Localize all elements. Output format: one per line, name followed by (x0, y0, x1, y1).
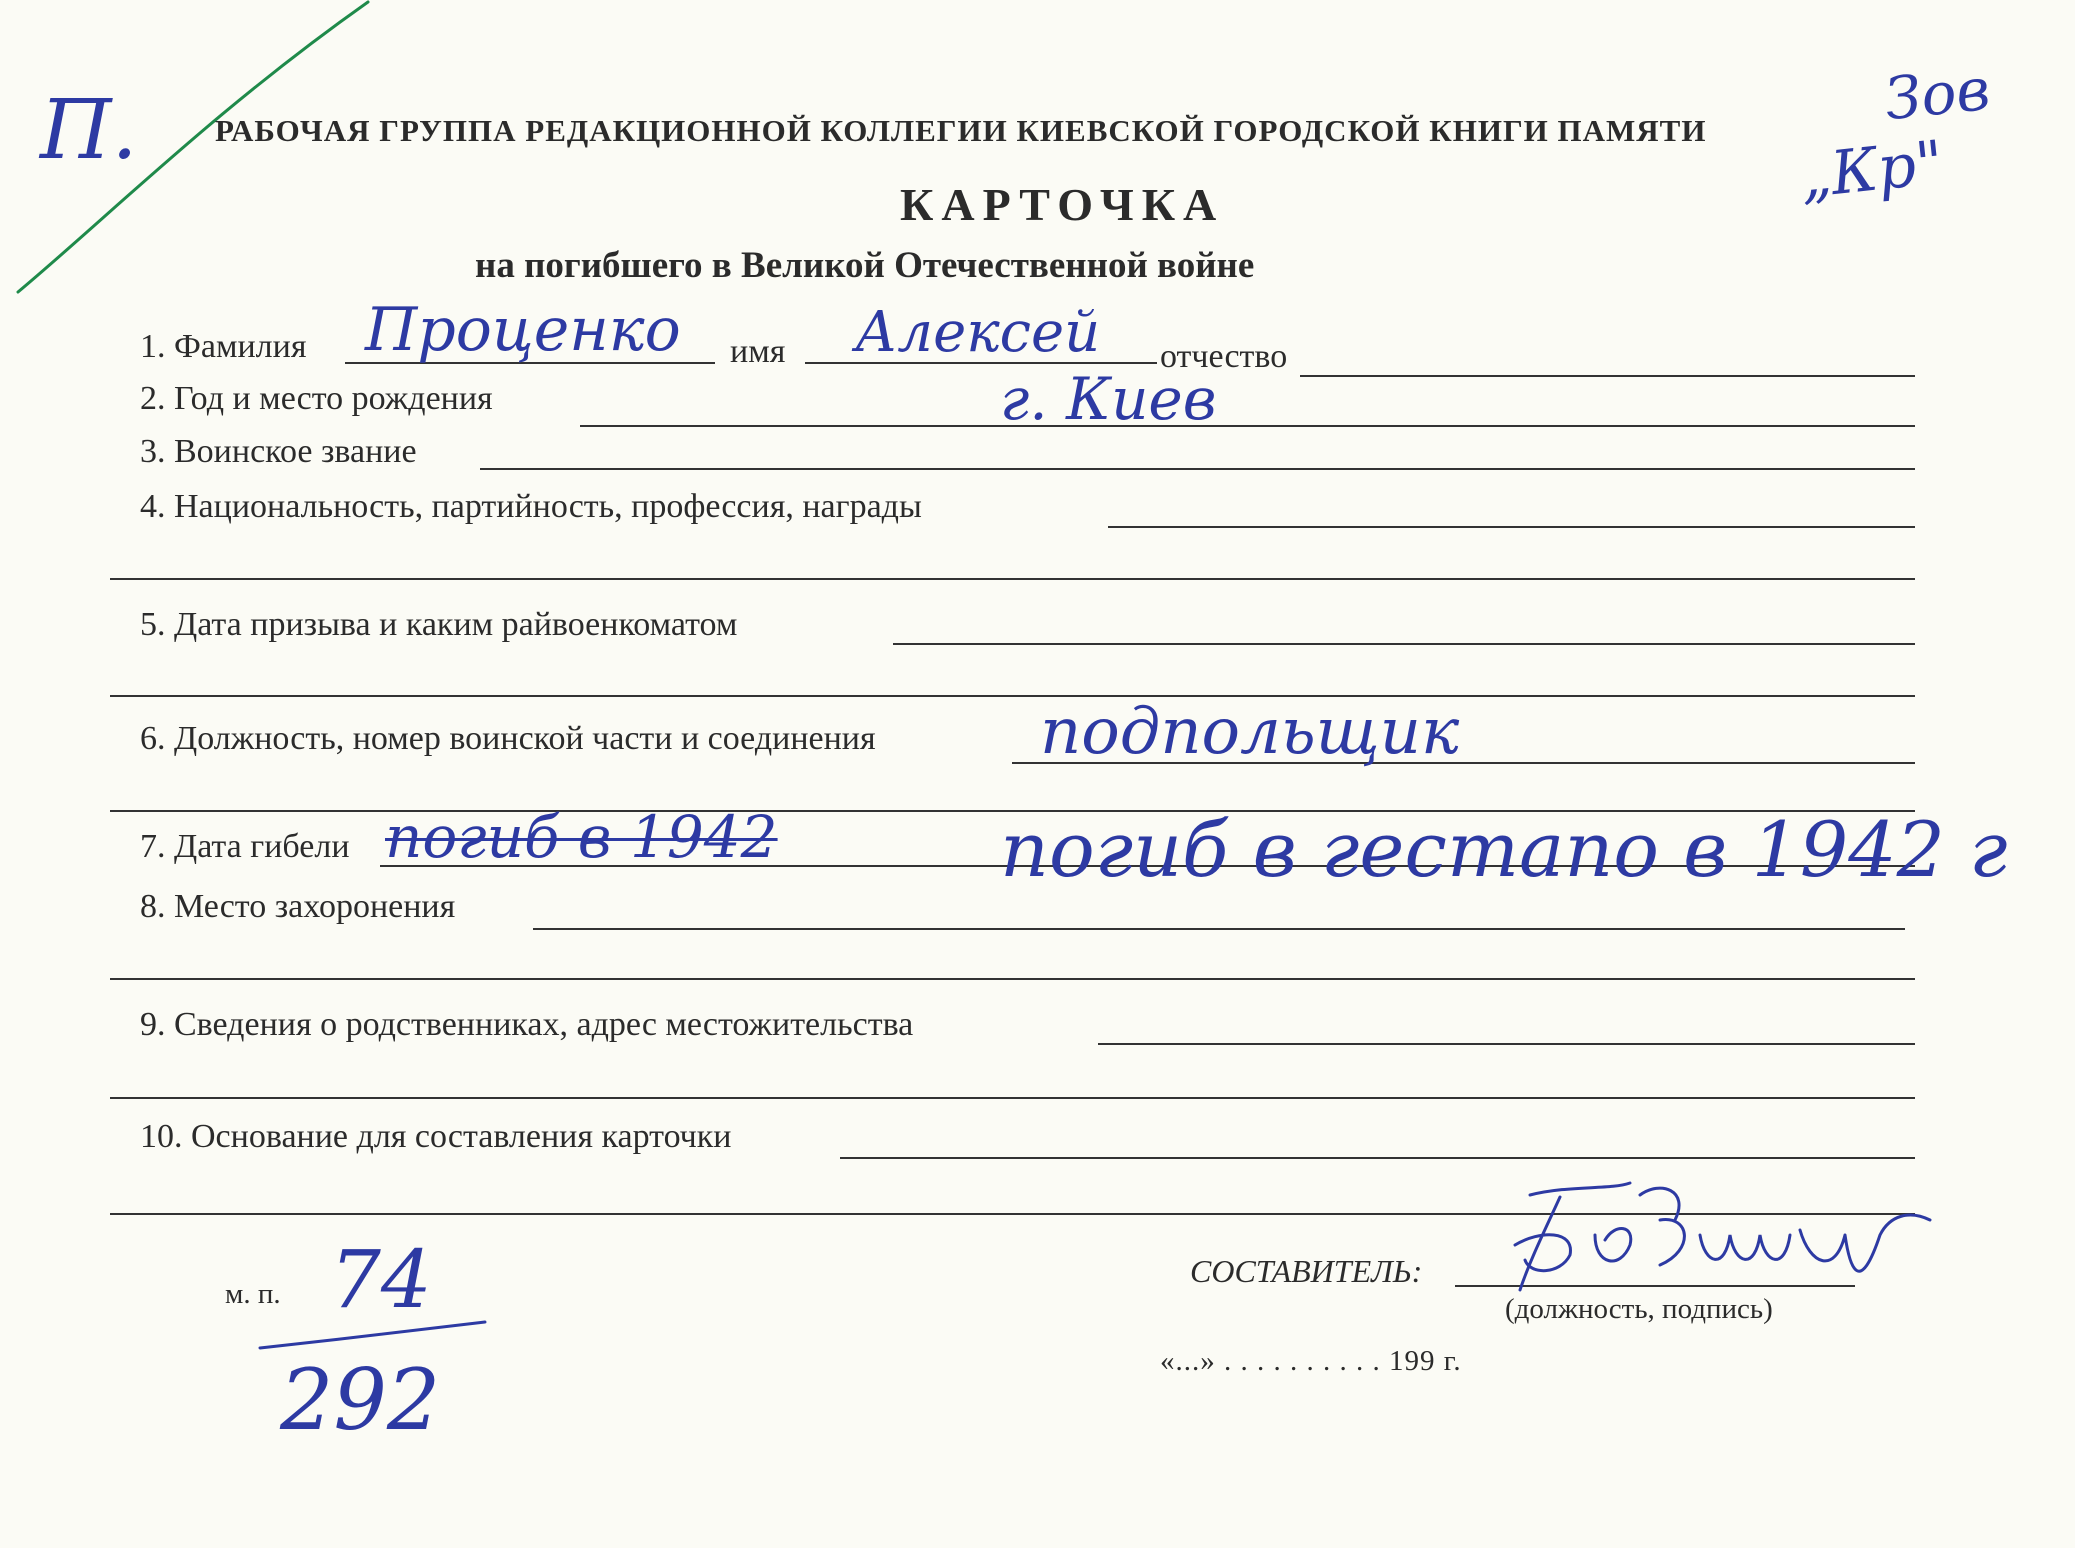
date-line: «...» . . . . . . . . . . 199 г. (1160, 1345, 1462, 1377)
field-nationality-label: 4. Национальность, партийность, профессия, награды (140, 488, 922, 525)
organization-header: РАБОЧАЯ ГРУППА РЕДАКЦИОННОЙ КОЛЛЕГИИ КИЕВСКОЙ ГОРОДСКОЙ КНИГИ ПАМЯТИ (215, 113, 1707, 148)
field-patronymic-label: отчество (1160, 338, 1288, 375)
patronymic-line (1300, 375, 1915, 377)
handwritten-number-bottom: 292 (280, 1351, 441, 1449)
draft-line (893, 643, 1915, 645)
field-burial-label: 8. Место захоронения (140, 888, 456, 925)
compiler-label: СОСТАВИТЕЛЬ: (1190, 1253, 1423, 1289)
compiler-hint: (должность, подпись) (1505, 1293, 1773, 1325)
handwritten-death-date: погиб в гестапо в 1942 г (1000, 805, 2008, 894)
card-subtitle: на погибшего в Великой Отечественной войне (475, 245, 1255, 286)
card-title: КАРТОЧКА (900, 179, 1225, 230)
field-rank-label: 3. Воинское звание (140, 433, 417, 470)
compiler-signature (1500, 1175, 1940, 1310)
handwritten-number-top: 74 (330, 1233, 432, 1326)
field-basis-label: 10. Основание для составления карточки (140, 1118, 732, 1155)
burial-line (533, 928, 1905, 930)
handwritten-birthplace: г. Киев (1000, 365, 1217, 433)
handwritten-name: Алексей (855, 300, 1101, 365)
field-death-label: 7. Дата гибели (140, 828, 350, 865)
corner-note-left: П. (40, 83, 138, 178)
basis-line (840, 1157, 1915, 1159)
relatives-line-2 (110, 1097, 1915, 1099)
draft-line-2 (110, 695, 1915, 697)
nationality-line-2 (110, 578, 1915, 580)
corner-note-right-1: Зов (1881, 54, 1994, 134)
handwritten-death-struck: погиб в 1942 (385, 803, 778, 871)
field-draft-label: 5. Дата призыва и каким райвоенкоматом (140, 606, 738, 643)
mp-label: м. п. (225, 1278, 281, 1310)
birth-line (580, 425, 1915, 427)
nationality-line (1108, 526, 1915, 528)
rank-line (480, 468, 1915, 470)
handwritten-position: подпольщик (1040, 695, 1460, 769)
burial-line-2 (110, 978, 1915, 980)
field-name-label: имя (730, 333, 786, 370)
field-surname-label: 1. Фамилия (140, 328, 307, 365)
handwritten-surname: Проценко (365, 295, 681, 365)
field-birth-label: 2. Год и место рождения (140, 380, 493, 417)
field-relatives-label: 9. Сведения о родственниках, адрес местожительства (140, 1006, 914, 1043)
field-position-label: 6. Должность, номер воинской части и соединения (140, 720, 876, 757)
relatives-line (1098, 1043, 1915, 1045)
corner-note-right-2: „Кр" (1796, 127, 1947, 213)
